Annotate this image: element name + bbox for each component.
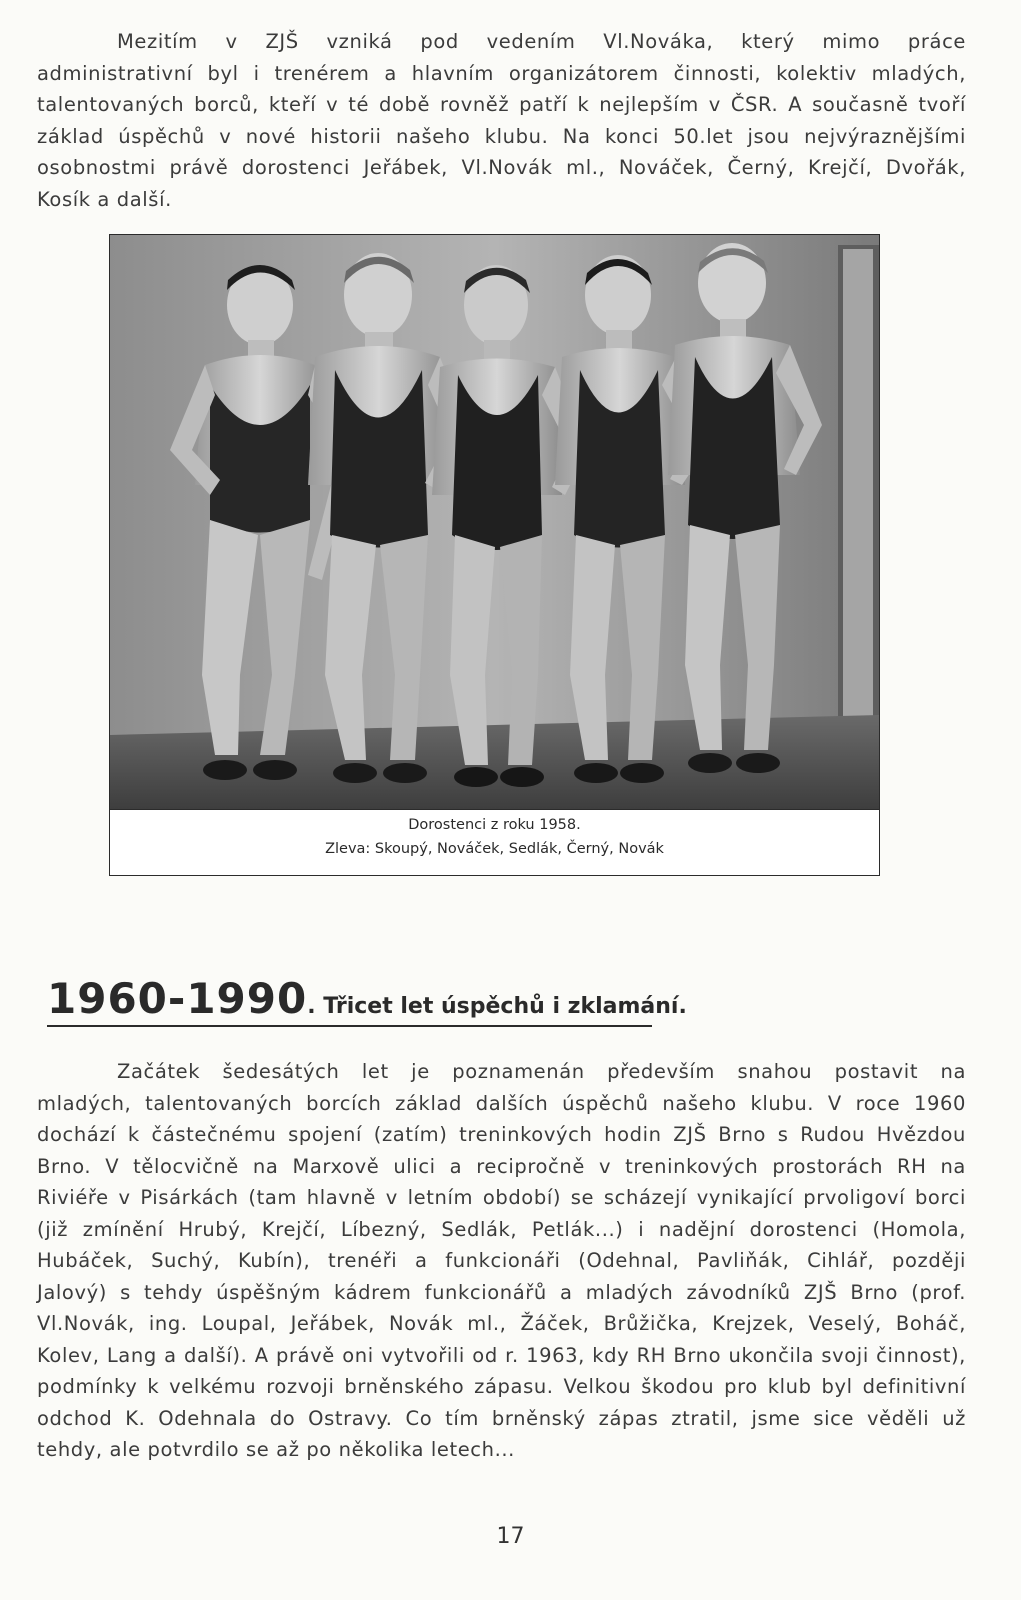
photo-figure bbox=[109, 234, 880, 876]
caption-line-2: Zleva: Skoupý, Nováček, Sedlák, Černý, Novák bbox=[325, 841, 664, 857]
caption-line-1: Dorostenci z roku 1958. bbox=[408, 817, 581, 833]
wrestlers-photo bbox=[110, 235, 879, 810]
intro-line: základ úspěchů v nové historii našeho klubu. Na konci 50.let jsou nejvýraznějšími bbox=[37, 124, 966, 148]
intro-line: administrativní byl i trenérem a hlavním organizátorem činnosti, kolektiv mladých, bbox=[37, 61, 966, 85]
intro-line: talentovaných borců, kteří v té době rovněž patří k nejlepším v ČSR. A současně tvoří bbox=[37, 93, 966, 116]
body-line: Kolev, Lang a další). A právě oni vytvořili od r. 1963, kdy RH Brno ukončila svoji činnost), bbox=[37, 1343, 966, 1367]
intro-paragraph bbox=[37, 26, 966, 215]
body-line: Jalový) s tehdy úspěšným kádrem funkcionářů a mladých závodníků ZJŠ Brno (prof. bbox=[37, 1280, 966, 1304]
body-line: mladých, talentovaných borcích základ dalších úspěchů našeho klubu. V roce 1960 bbox=[37, 1091, 966, 1115]
intro-line: osobnostmi právě dorostenci Jeřábek, Vl.Novák ml., Nováček, Černý, Krejčí, Dvořák, bbox=[37, 156, 966, 179]
page-number: 17 bbox=[496, 1524, 525, 1549]
photo-illustration bbox=[110, 235, 879, 809]
body-line: Hubáček, Suchý, Kubín), trenéři a funkcionáři (Odehnal, Pavliňák, Cihlář, později bbox=[37, 1249, 966, 1272]
body-line: (již zmínění Hrubý, Krejčí, Líbezný, Sedlák, Petlák...) i nadějní dorostenci (Homola, bbox=[37, 1217, 966, 1241]
body-line: dochází k částečnému spojení (zatím) treninkových hodin ZJŠ Brno s Rudou Hvězdou bbox=[37, 1123, 966, 1146]
photo-caption bbox=[110, 813, 879, 861]
body-line: Brno. V tělocvičně na Marxově ulici a recipročně v treninkových prostorách RH na bbox=[37, 1154, 966, 1178]
body-paragraph bbox=[37, 1056, 966, 1466]
body-line: Vl.Novák, ing. Loupal, Jeřábek, Novák ml., Žáček, Brůžička, Krejzek, Veselý, Boháč, bbox=[37, 1312, 966, 1335]
body-line: podmínky k velkému rozvoji brněnského zápasu. Velkou škodou pro klub byl definitivní bbox=[37, 1375, 966, 1398]
heading-years: 1960-1990 bbox=[47, 974, 308, 1023]
body-line: Začátek šedesátých let je poznamenán především snahou postavit na bbox=[117, 1060, 966, 1083]
body-line: Riviéře v Pisárkách (tam hlavně v letním období) se scházejí vynikající prvoligoví borci bbox=[37, 1186, 966, 1209]
section-heading bbox=[47, 974, 687, 1027]
intro-line: Mezitím v ZJŠ vzniká pod vedením Vl.Nováka, který mimo práce bbox=[117, 30, 966, 53]
body-line: odchod K. Odehnala do Ostravy. Co tím brněnský zápas ztratil, jsme sice věděli už bbox=[37, 1406, 966, 1430]
heading-subtitle: . Třicet let úspěchů i zklamání. bbox=[307, 994, 687, 1019]
intro-line: Kosík a další. bbox=[37, 187, 172, 211]
body-line: tehdy, ale potvrdilo se až po několika letech... bbox=[37, 1438, 515, 1461]
